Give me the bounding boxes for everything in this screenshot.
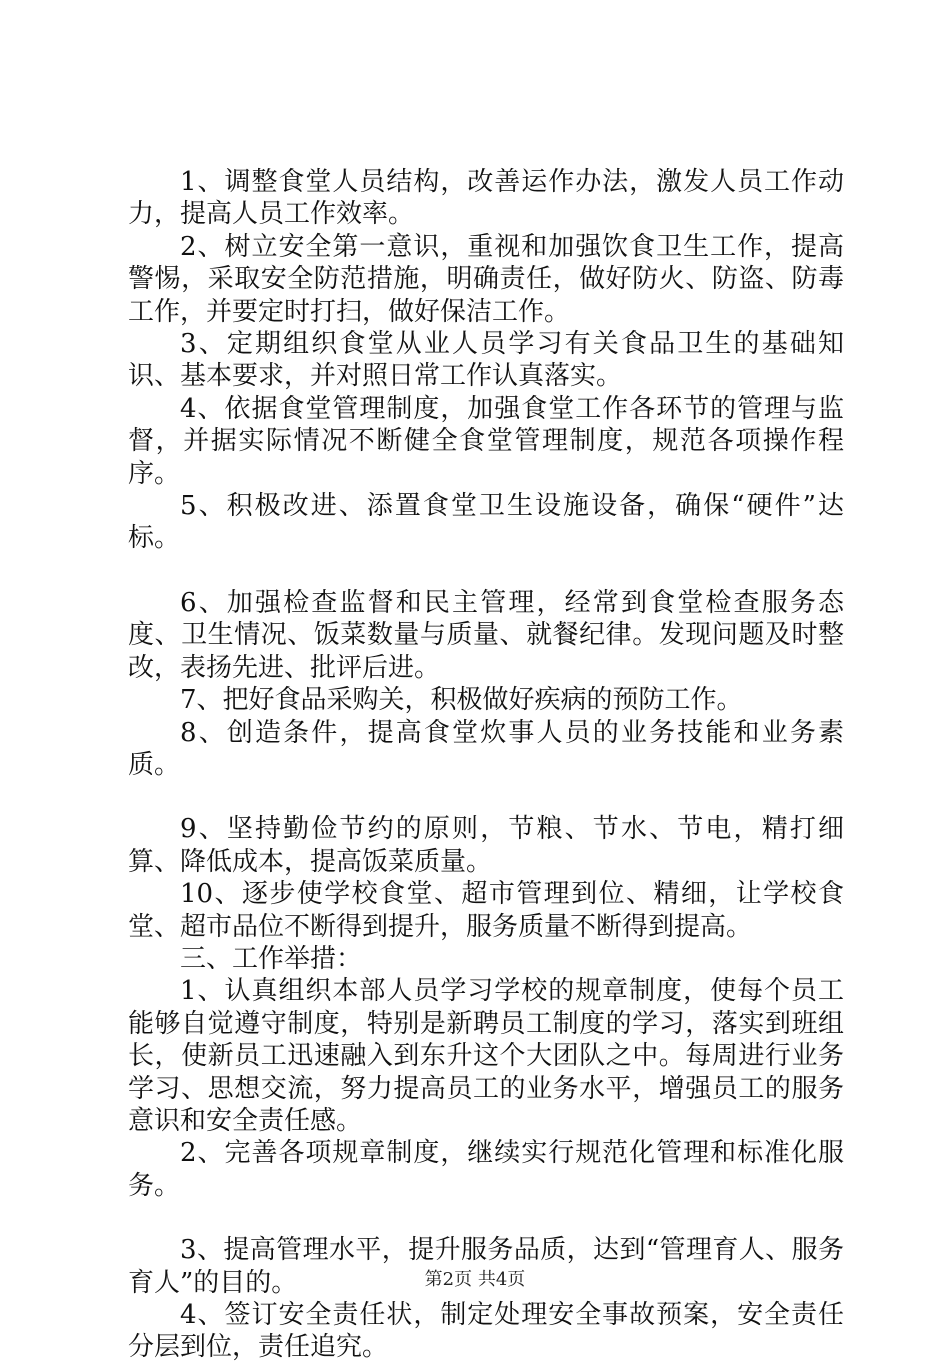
measure-1: 1、认真组织本部人员学习学校的规章制度，使每个员工能够自觉遵守制度，特别是新聘员工制度的学习，落实到班组长，使新员工迅速融入到东升这个大团队之中。每周进行业务学习、思想交流，努力提高员工的业务水平，增强员工的服务意识和安全责任感。 [128,976,844,1136]
paragraph-6: 6、加强检查监督和民主管理，经常到食堂检查服务态度、卫生情况、饭菜数量与质量、就餐纪律。发现问题及时整改，表扬先进、批评后进。 [128,587,844,683]
measure-3: 3、提高管理水平，提升服务品质，达到“管理育人、服务育人”的目的。 [128,1235,844,1298]
paragraph-9: 9、坚持勤俭节约的原则，节粮、节水、节电，精打细算、降低成本，提高饭菜质量。 [128,814,844,877]
paragraph-7: 7、把好食品采购关，积极做好疾病的预防工作。 [180,685,743,716]
paragraph-3: 3、定期组织食堂从业人员学习有关食品卫生的基础知识、基本要求，并对照日常工作认真落实。 [128,329,844,392]
paragraph-8: 8、创造条件，提高食堂炊事人员的业务技能和业务素质。 [128,717,844,780]
paragraph-5: 5、积极改进、添置食堂卫生设施设备，确保“硬件”达标。 [128,491,844,554]
paragraph-10: 10、逐步使学校食堂、超市管理到位、精细，让学校食堂、超市品位不断得到提升，服务质量不断得到提高。 [128,879,844,942]
page-footer: 第2页 共4页 [424,1269,526,1290]
paragraph-1: 1、调整食堂人员结构，改善运作办法，激发人员工作动力，提高人员工作效率。 [128,167,844,230]
document-body [128,166,844,1364]
measure-4: 4、签订安全责任状，制定处理安全事故预案，安全责任分层到位，责任追究。 [128,1300,844,1363]
measure-2: 2、完善各项规章制度，继续实行规范化管理和标准化服务。 [128,1138,844,1201]
paragraph-4: 4、依据食堂管理制度，加强食堂工作各环节的管理与监督，并据实际情况不断健全食堂管理制度，规范各项操作程序。 [128,393,844,489]
paragraph-2: 2、树立安全第一意识，重视和加强饮食卫生工作，提高警惕，采取安全防范措施，明确责任，做好防火、防盗、防毒工作，并要定时打扫，做好保洁工作。 [128,231,844,327]
section-heading-measures: 三、工作举措： [180,943,363,974]
